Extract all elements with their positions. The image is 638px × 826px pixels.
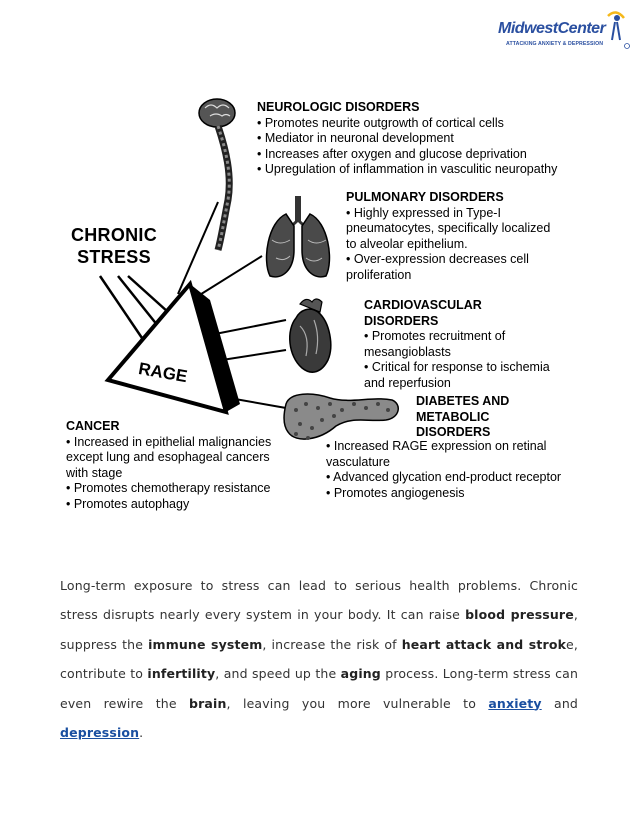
text-run: , and speed up the: [215, 666, 341, 681]
pulmonary-item: proliferation: [346, 267, 412, 282]
heart-icon: [290, 299, 331, 372]
depression-link[interactable]: depression: [60, 725, 140, 740]
diabetes-item: • Advanced glycation end-product receptor: [326, 470, 562, 484]
chronic-stress-label: [66, 224, 162, 268]
text-run: .: [139, 725, 144, 740]
stress-word: STRESS: [77, 247, 151, 267]
text-run: e, contribute to: [60, 636, 578, 681]
bold-term: heart attack and strok: [401, 636, 567, 652]
cancer-item: with stage: [66, 465, 123, 480]
diabetes-item: • Promotes angiogenesis: [326, 485, 465, 500]
bold-term: immune system: [148, 636, 263, 652]
neurologic-item: • Mediator in neuronal development: [257, 131, 454, 145]
cancer-item: except lung and esophageal cancers: [66, 450, 270, 464]
diabetes-items-block: [326, 439, 596, 501]
cardiovascular-item: • Critical for response to ischemia: [364, 360, 550, 374]
bold-term: aging: [340, 666, 381, 681]
neurologic-item: • Increases after oxygen and glucose deprivation: [257, 146, 527, 161]
cancer-item: • Promotes chemotherapy resistance: [66, 481, 271, 495]
text-run: , leaving you more vulnerable to: [226, 695, 489, 711]
pulmonary-title: PULMONARY DISORDERS: [346, 190, 504, 204]
anxiety-link[interactable]: anxiety: [488, 695, 542, 711]
cardiovascular-block: [364, 298, 594, 391]
article-paragraph: [60, 571, 578, 748]
cardiovascular-title: CARDIOVASCULAR: [364, 298, 482, 312]
cardiovascular-item: mesangioblasts: [364, 344, 451, 359]
rage-pyramid: [108, 284, 240, 412]
text-run: Long-term exposure to stress can lead to serious health problems. Chronic stress disrupts nearly every system in your body. It can raise: [60, 577, 578, 622]
pulmonary-item: to alveolar epithelium.: [346, 236, 468, 251]
cancer-item: • Increased in epithelial malignancies: [66, 434, 272, 449]
bold-term: infertility: [147, 666, 216, 681]
cancer-title: CANCER: [66, 419, 120, 433]
text-run: and: [541, 695, 578, 711]
logo-tagline: ATTACKING ANXIETY & DEPRESSION: [506, 41, 604, 47]
text-run: , suppress the: [60, 607, 578, 652]
diabetes-item: • Increased RAGE expression on retinal: [326, 439, 547, 453]
bold-term: blood pressure: [465, 607, 574, 622]
neurologic-title: NEUROLOGIC DISORDERS: [257, 100, 420, 114]
lungs-icon: [267, 196, 330, 277]
diabetes-title-block: [416, 394, 586, 441]
cardiovascular-item: • Promotes recruitment of: [364, 329, 506, 343]
logo-brand: MidwestCenter: [498, 20, 606, 37]
diabetes-title: DIABETES AND: [416, 394, 510, 408]
cardiovascular-item: and reperfusion: [364, 375, 451, 390]
diabetes-item: vasculature: [326, 454, 390, 469]
pulmonary-item: • Highly expressed in Type-I: [346, 205, 501, 220]
pulmonary-item: • Over-expression decreases cell: [346, 252, 529, 266]
chronic-word: CHRONIC: [70, 225, 158, 245]
pancreas-icon: [284, 394, 398, 440]
cancer-item: • Promotes autophagy: [66, 496, 190, 511]
diabetes-title: METABOLIC: [416, 409, 490, 424]
text-run: , increase the risk of: [262, 636, 402, 652]
cancer-block: [66, 419, 296, 512]
diabetes-title: DISORDERS: [416, 425, 491, 439]
cardiovascular-title: DISORDERS: [364, 313, 439, 328]
neurologic-item: • Upregulation of inflammation in vasculitic neuropathy: [257, 162, 558, 176]
pulmonary-item: pneumatocytes, specifically localized: [346, 221, 551, 235]
neurologic-item: • Promotes neurite outgrowth of cortical cells: [257, 115, 504, 130]
neurologic-block: [257, 100, 587, 178]
text-run: process. Long-term stress can even rewire the: [60, 666, 579, 711]
brain-spine-icon: [199, 99, 235, 250]
bold-term: brain: [189, 695, 227, 711]
pulmonary-block: [346, 190, 586, 283]
rage-label: RAGE: [137, 358, 189, 387]
